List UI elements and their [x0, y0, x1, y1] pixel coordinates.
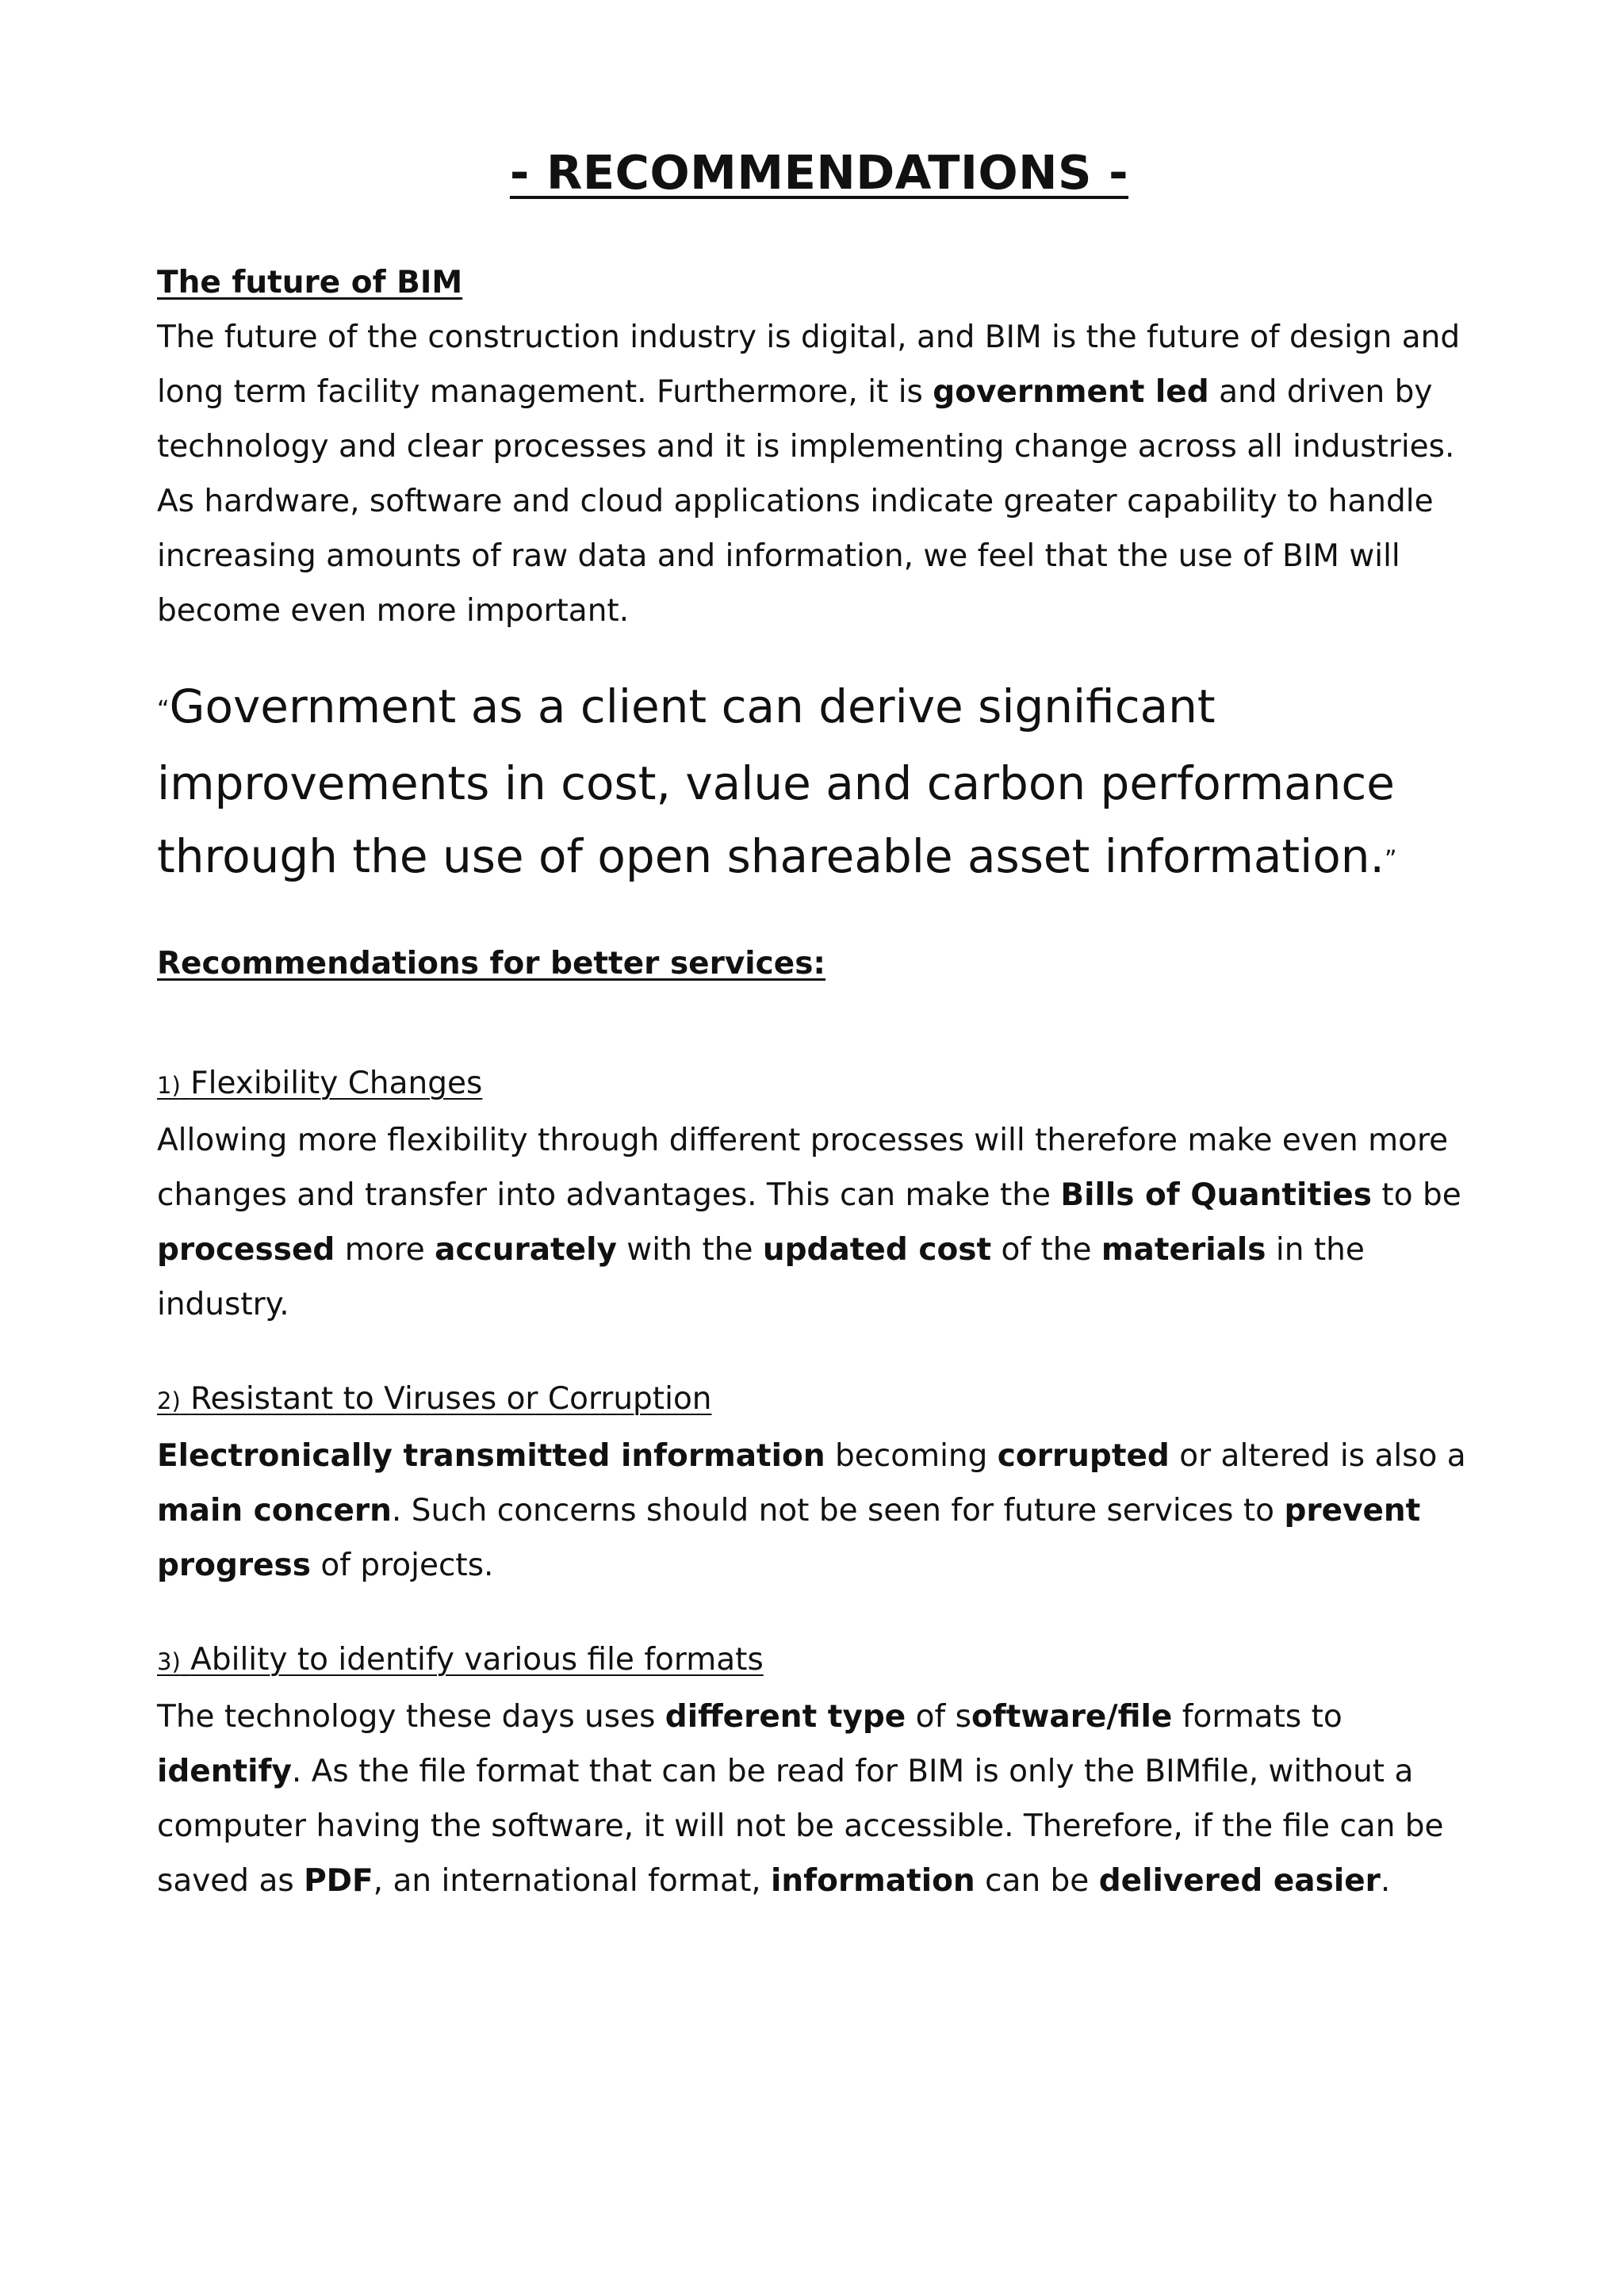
page-title: - RECOMMENDATIONS -: [509, 145, 1129, 200]
recommendation-item-1: [157, 1056, 1481, 1332]
text-run: to be: [1372, 1177, 1461, 1213]
bold-run: identify: [157, 1754, 292, 1789]
government-quote: [157, 670, 1481, 897]
item-number: 2): [157, 1387, 181, 1414]
recommendation-item-3: [157, 1632, 1481, 1908]
text-run: becoming: [825, 1438, 998, 1474]
text-run: The future of the construction industry is digital, and BIM is the future of design and long term facility management. Furthermore, it is: [157, 320, 1461, 410]
item-title: Resistant to Viruses or Corruption: [190, 1381, 712, 1417]
text-run: .: [1380, 1863, 1391, 1899]
text-run: of the: [991, 1232, 1101, 1268]
recommendations-heading: Recommendations for better services:: [157, 946, 826, 982]
item-title: Ability to identify various file formats: [190, 1642, 764, 1678]
future-of-bim-paragraph: [157, 310, 1481, 638]
text-run: . Such concerns should not be seen for future services to: [391, 1493, 1285, 1529]
recommendation-body: [157, 1113, 1481, 1332]
bold-run: Electronically transmitted information: [157, 1438, 825, 1474]
text-run: and driven by technology and clear processes and it is implementing change across all industries. As hardware, software and cloud applications indicate greater capability to handle increasing amounts of raw data and information, we feel that the use of BIM will become even more important.: [157, 374, 1455, 629]
open-quote-mark: “: [157, 696, 170, 724]
recommendation-item-2: [157, 1372, 1481, 1593]
text-run: , an international format,: [373, 1863, 772, 1899]
bold-run: updated cost: [762, 1232, 992, 1268]
bold-run: different type: [665, 1699, 906, 1735]
text-run: Allowing more flexibility through different processes will therefore make even more changes and transfer into advantages. This can make the: [157, 1123, 1449, 1213]
text-run: of projects.: [310, 1548, 494, 1583]
recommendation-body: [157, 1429, 1481, 1593]
text-run: with the: [616, 1232, 763, 1268]
bold-run: PDF: [304, 1863, 373, 1899]
item-number: 3): [157, 1648, 181, 1675]
text-run: . As the file format that can be read for BIM is only the BIMfile, without a computer having the software, it will not be accessible. Therefore, if the file can be saved as: [157, 1754, 1444, 1899]
item-number: 1): [157, 1072, 181, 1099]
bold-run: oftware/file: [971, 1699, 1173, 1735]
text-run: The technology these days uses: [157, 1699, 665, 1735]
bold-run: Bills of Quantities: [1060, 1177, 1373, 1213]
recommendation-title: [157, 1056, 1481, 1113]
text-run: in the industry.: [157, 1232, 1365, 1322]
item-title: Flexibility Changes: [190, 1066, 483, 1101]
text-run: or altered is also a: [1169, 1438, 1466, 1474]
bold-run: prevent progress: [157, 1493, 1421, 1583]
future-of-bim-heading: The future of BIM: [157, 265, 463, 300]
recommendation-title: [157, 1372, 1481, 1429]
text-run: can be: [975, 1863, 1099, 1899]
bold-run: accurately: [435, 1232, 617, 1268]
bold-run: government led: [933, 374, 1209, 410]
text-run: more: [335, 1232, 435, 1268]
recommendation-title: [157, 1632, 1481, 1689]
close-quote-mark: ”: [1384, 846, 1397, 874]
bold-run: processed: [157, 1232, 335, 1268]
text-run: formats to: [1172, 1699, 1342, 1735]
text-run: of s: [906, 1699, 971, 1735]
recommendation-body: [157, 1689, 1481, 1908]
bold-run: materials: [1101, 1232, 1266, 1268]
bold-run: corrupted: [997, 1438, 1170, 1474]
bold-run: information: [771, 1863, 975, 1899]
quote-text: Government as a client can derive significant improvements in cost, value and carbon performance through the use of open shareable asset information.: [157, 679, 1395, 883]
bold-run: delivered easier: [1098, 1863, 1381, 1899]
bold-run: main concern: [157, 1493, 392, 1529]
